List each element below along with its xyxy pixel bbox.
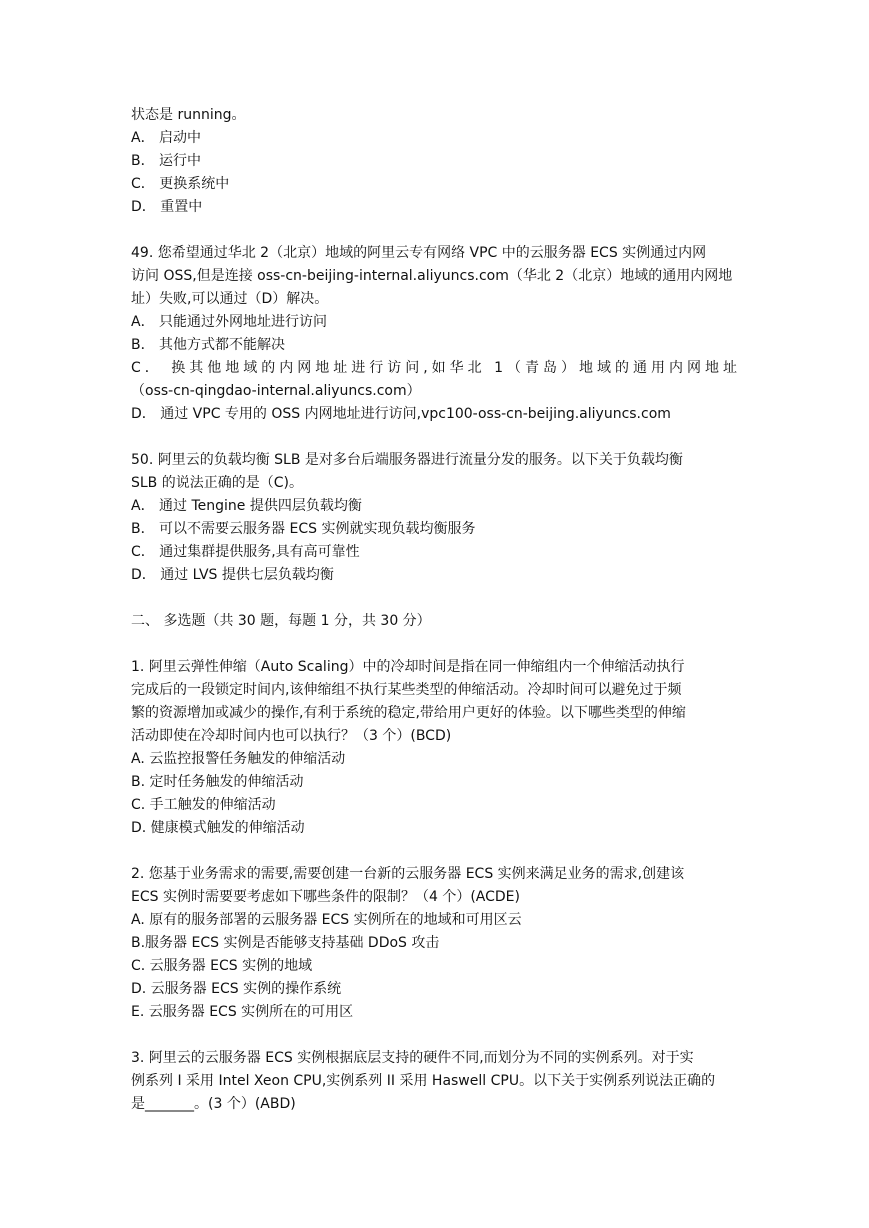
q49-option-d: D． 通过 VPC 专用的 OSS 内网地址进行访问,vpc100-oss-cn-beijing.aliyuncs.com	[131, 406, 671, 422]
q49-stem-line-1: 49. 您希望通过华北 2（北京）地域的阿里云专有网络 VPC 中的云服务器 ECS 实例通过内网	[131, 245, 707, 261]
m3-stem-line-1: 3. 阿里云的云服务器 ECS 实例根据底层支持的硬件不同,而划分为不同的实例系列。对于实	[131, 1050, 694, 1066]
m1-stem-line-1: 1. 阿里云弹性伸缩（Auto Scaling）中的冷却时间是指在同一伸缩组内一个伸缩活动执行	[131, 659, 685, 675]
document-page	[131, 104, 737, 1116]
spacer	[131, 840, 737, 863]
m1-stem-line-4: 活动即使在冷却时间内也可以执行？（3 个）(BCD)	[131, 728, 452, 744]
q50-stem-line-2: SLB 的说法正确的是（C)。	[131, 475, 303, 491]
q50-option-c: C． 通过集群提供服务,具有高可靠性	[131, 544, 360, 560]
q49-option-b: B． 其他方式都不能解决	[131, 337, 286, 353]
q49-option-c-line-1: C． 换其他地域的内网地址进行访问,如华北 1（青岛）地域的通用内网地址	[131, 360, 737, 376]
m2-stem-line-1: 2. 您基于业务需求的需要,需要创建一台新的云服务器 ECS 实例来满足业务的需求,创建该	[131, 866, 685, 882]
q49-option-a: A． 只能通过外网地址进行访问	[131, 314, 328, 330]
m1-option-b: B. 定时任务触发的伸缩活动	[131, 774, 304, 790]
m1-option-a: A. 云监控报警任务触发的伸缩活动	[131, 751, 346, 767]
q48-stem-end: 状态是 running。	[131, 107, 246, 123]
m1-option-d: D. 健康模式触发的伸缩活动	[131, 820, 305, 836]
q48-option-b: B． 运行中	[131, 153, 202, 169]
q48-option-c: C． 更换系统中	[131, 176, 230, 192]
m1-stem-line-3: 繁的资源增加或减少的操作,有利于系统的稳定,带给用户更好的体验。以下哪些类型的伸缩	[131, 705, 686, 721]
spacer	[131, 633, 737, 656]
q48-option-a: A． 启动中	[131, 130, 202, 146]
q50-option-d: D． 通过 LVS 提供七层负载均衡	[131, 567, 334, 583]
m1-option-c: C. 手工触发的伸缩活动	[131, 797, 276, 813]
q48-option-d: D． 重置中	[131, 199, 203, 215]
q50-option-a: A． 通过 Tengine 提供四层负载均衡	[131, 498, 362, 514]
m2-option-d: D. 云服务器 ECS 实例的操作系统	[131, 981, 342, 997]
m2-stem-line-2: ECS 实例时需要要考虑如下哪些条件的限制？（4 个）(ACDE)	[131, 889, 520, 905]
m2-option-b: B.服务器 ECS 实例是否能够支持基础 DDoS 攻击	[131, 935, 440, 951]
m1-stem-line-2: 完成后的一段锁定时间内,该伸缩组不执行某些类型的伸缩活动。冷却时间可以避免过于频	[131, 682, 682, 698]
section-heading-multiple-choice: 二、 多选题（共 30 题，每题 1 分，共 30 分）	[131, 613, 431, 629]
m2-option-e: E. 云服务器 ECS 实例所在的可用区	[131, 1004, 354, 1020]
m3-stem-line-2: 例系列 I 采用 Intel Xeon CPU,实例系列 II 采用 Haswell CPU。以下关于实例系列说法正确的	[131, 1073, 716, 1089]
spacer	[131, 219, 737, 242]
q50-option-b: B． 可以不需要云服务器 ECS 实例就实现负载均衡服务	[131, 521, 476, 537]
q49-stem-line-3: 址）失败,可以通过（D）解决。	[131, 291, 329, 307]
spacer	[131, 1024, 737, 1047]
q50-stem-line-1: 50. 阿里云的负载均衡 SLB 是对多台后端服务器进行流量分发的服务。以下关于负载均衡	[131, 452, 683, 468]
m2-option-a: A. 原有的服务部署的云服务器 ECS 实例所在的地域和可用区云	[131, 912, 522, 928]
q49-stem-line-2: 访问 OSS,但是连接 oss-cn-beijing-internal.aliyuncs.com（华北 2（北京）地域的通用内网地	[131, 268, 733, 284]
m2-option-c: C. 云服务器 ECS 实例的地域	[131, 958, 313, 974]
m3-stem-line-3: 是_______。(3 个）(ABD)	[131, 1096, 296, 1112]
spacer	[131, 426, 737, 449]
q49-option-c-line-2: （oss-cn-qingdao-internal.aliyuncs.com）	[131, 383, 421, 399]
spacer	[131, 587, 737, 610]
